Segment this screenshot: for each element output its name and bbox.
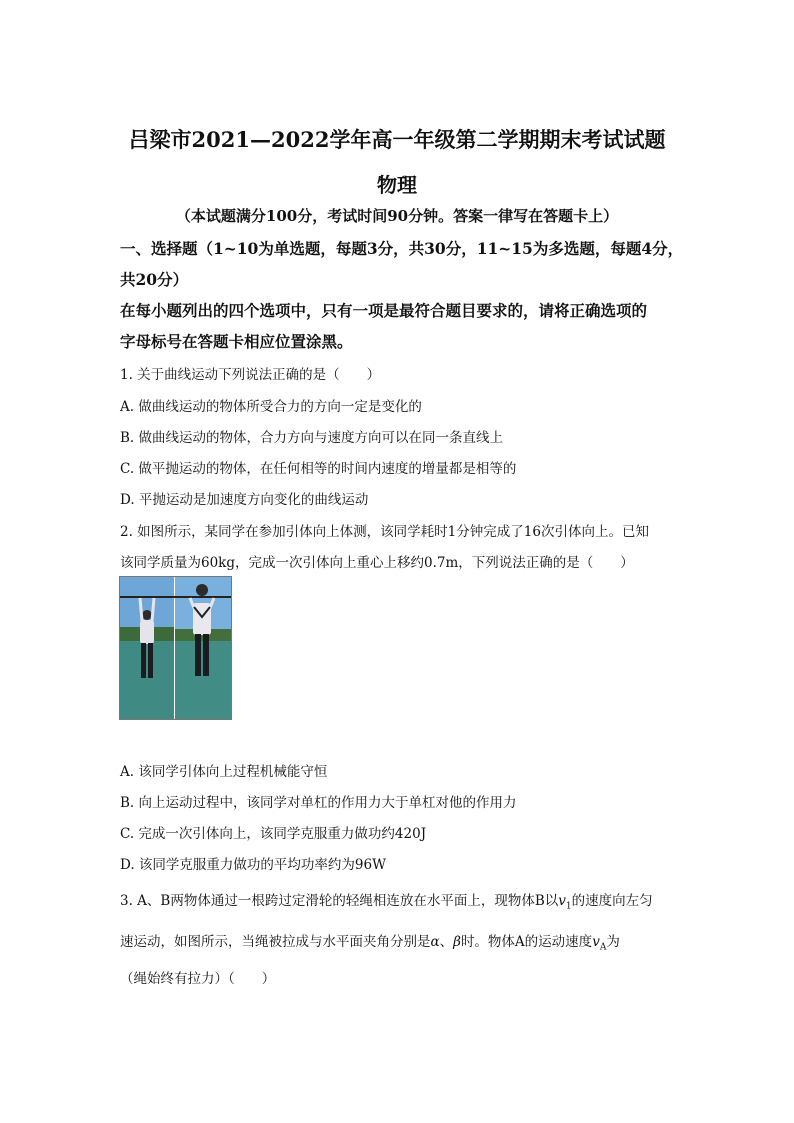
q2-option-d: D. 该同学克服重力做功的平均功率约为96W — [120, 857, 386, 873]
q3-separator: 、 — [439, 934, 454, 950]
q3-line1-text-b: 的速度向左匀 — [571, 893, 653, 909]
q3-line2 — [120, 930, 620, 953]
q1-stem: 1. 关于曲线运动下列说法正确的是（ ） — [120, 367, 381, 383]
q3-line3: （绳始终有拉力）（ ） — [120, 971, 276, 987]
section-instruction-line1: 在每小题列出的四个选项中，只有一项是最符合题目要求的，请将正确选项的 — [120, 301, 648, 320]
q1-option-a: A. 做曲线运动的物体所受合力的方向一定是变化的 — [120, 399, 422, 415]
q2-stem-line1: 2. 如图所示，某同学在参加引体向上体测，该同学耗时1分钟完成了16次引体向上。已知 — [120, 524, 649, 540]
q2-option-c: C. 完成一次引体向上，该同学克服重力做功约420J — [120, 826, 427, 842]
q3-v1-subscript: 1 — [565, 901, 572, 912]
q3-line2-text-b: 时。物体A的运动速度 — [460, 934, 593, 950]
q2-option-b: B. 向上运动过程中，该同学对单杠的作用力大于单杠对他的作用力 — [120, 795, 517, 811]
section-heading-line1: 一、选择题（1~10为单选题，每题3分，共30分，11~15为多选题，每题4分， — [120, 239, 684, 258]
pullup-photo — [119, 576, 232, 720]
q2-stem-line2: 该同学质量为60kg，完成一次引体向上重心上移约0.7m，下列说法正确的是（ ） — [120, 555, 634, 571]
q2-option-a: A. 该同学引体向上过程机械能守恒 — [120, 764, 328, 780]
q3-v1-symbol: v — [558, 893, 566, 909]
section-instruction-line2: 字母标号在答题卡相应位置涂黑。 — [120, 332, 353, 351]
q3-alpha-symbol: α — [430, 934, 440, 950]
subject-title: 物理 — [377, 173, 417, 197]
q1-option-c: C. 做平抛运动的物体，在任何相等的时间内速度的增量都是相等的 — [120, 461, 517, 477]
exam-title: 吕梁市2021—2022学年高一年级第二学期期末考试试题 — [128, 127, 666, 152]
q3-va-symbol: v — [592, 934, 600, 950]
q3-line1 — [120, 889, 653, 912]
q3-line2-text-c: 为 — [606, 934, 620, 950]
q3-line1-text-a: 3. A、B两物体通过一根跨过定滑轮的轻绳相连放在水平面上，现物体B以 — [120, 893, 559, 909]
q3-beta-symbol: β — [453, 934, 461, 950]
exam-note: （本试题满分100分，考试时间90分钟。答案一律写在答题卡上） — [175, 207, 619, 225]
q3-line2-text-a: 速运动，如图所示，当绳被拉成与水平面夹角分别是 — [120, 934, 431, 950]
q1-option-b: B. 做曲线运动的物体，合力方向与速度方向可以在同一条直线上 — [120, 430, 504, 446]
q3-va-subscript: A — [599, 942, 607, 953]
q1-option-d: D. 平抛运动是加速度方向变化的曲线运动 — [120, 492, 369, 508]
section-heading-line2: 共20分） — [120, 270, 189, 289]
